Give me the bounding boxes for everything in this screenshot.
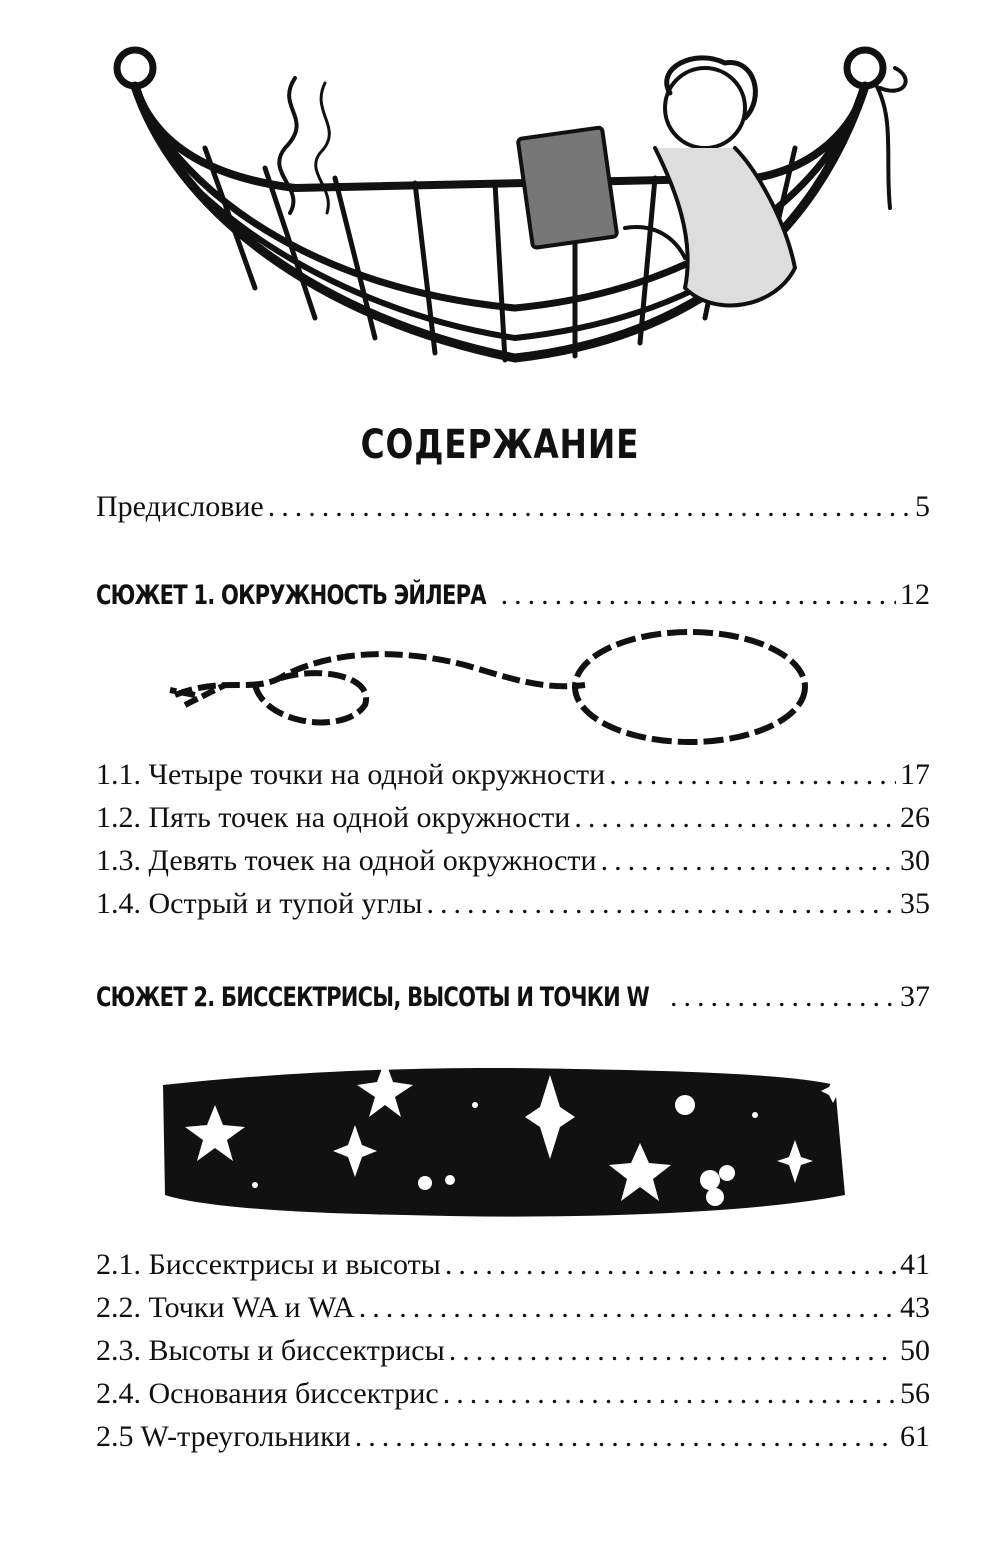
dot-leader: [359, 1289, 896, 1327]
toc-entry-page: 26: [900, 801, 930, 834]
section-title: СЮЖЕТ 2. БИССЕКТРИСЫ, ВЫСОТЫ И ТОЧКИ W: [96, 982, 650, 1013]
toc-entry-page: 50: [900, 1334, 930, 1367]
dot-leader: [445, 1246, 896, 1284]
toc-entry[interactable]: [96, 1332, 930, 1370]
toc-entry-page: 41: [900, 1248, 930, 1281]
dot-leader: [574, 799, 896, 837]
toc-entry-label: 2.1. Биссектрисы и высоты: [96, 1248, 441, 1281]
toc-entry[interactable]: [96, 756, 930, 794]
toc-entry[interactable]: [96, 885, 930, 923]
toc-entry[interactable]: [96, 1375, 930, 1413]
toc-entry[interactable]: [96, 842, 930, 880]
toc-entry-page: 43: [900, 1291, 930, 1324]
toc-entry-label: 1.2. Пять точек на одной окружности: [96, 801, 571, 834]
toc-entry-page: 56: [900, 1377, 930, 1410]
toc-entry-page: 17: [900, 758, 930, 791]
hammock-reader-illustration: [95, 38, 925, 383]
dot-leader: [449, 1332, 896, 1370]
toc-entry-page: 61: [900, 1420, 930, 1453]
toc-entry[interactable]: [96, 799, 930, 837]
toc-entry-page: 5: [915, 490, 930, 523]
toc-title: СОДЕРЖАНИЕ: [360, 422, 640, 468]
chain-illustration: [165, 625, 835, 755]
toc-entry-label: 1.4. Острый и тупой углы: [96, 887, 423, 920]
toc-entry-label: 2.2. Точки WA и WA: [96, 1291, 355, 1324]
toc-entry-page: 30: [900, 844, 930, 877]
section-title: СЮЖЕТ 1. ОКРУЖНОСТЬ ЭЙЛЕРА: [96, 580, 486, 611]
toc-entry-label: 2.4. Основания биссектрис: [96, 1377, 439, 1410]
toc-entry-label: 1.1. Четыре точки на одной окружности: [96, 758, 606, 791]
toc-section-1[interactable]: [96, 576, 930, 615]
dot-leader: [601, 842, 896, 880]
dot-leader: [609, 756, 896, 794]
toc-section-2[interactable]: [96, 978, 930, 1017]
toc-entry-page: 12: [900, 578, 930, 611]
toc-entry-page: 37: [900, 980, 930, 1013]
toc-entry-label: 1.3. Девять точек на одной окружности: [96, 844, 597, 877]
toc-entry-page: 35: [900, 887, 930, 920]
dot-leader: [355, 1418, 896, 1456]
toc-entry-label: Предисловие: [96, 490, 264, 523]
toc-entry[interactable]: [96, 1418, 930, 1456]
toc-entry-preface[interactable]: [96, 488, 930, 526]
toc-entry[interactable]: [96, 1289, 930, 1327]
dot-leader: [443, 1375, 896, 1413]
starry-sky-illustration: [155, 1055, 850, 1223]
toc-entry-label: 2.5 W-треугольники: [96, 1420, 351, 1453]
dot-leader: [268, 488, 911, 526]
dot-leader: [426, 885, 896, 923]
dot-leader: [670, 978, 896, 1016]
toc-entry-label: 2.3. Высоты и биссектрисы: [96, 1334, 445, 1367]
dot-leader: [501, 576, 896, 614]
toc-entry[interactable]: [96, 1246, 930, 1284]
